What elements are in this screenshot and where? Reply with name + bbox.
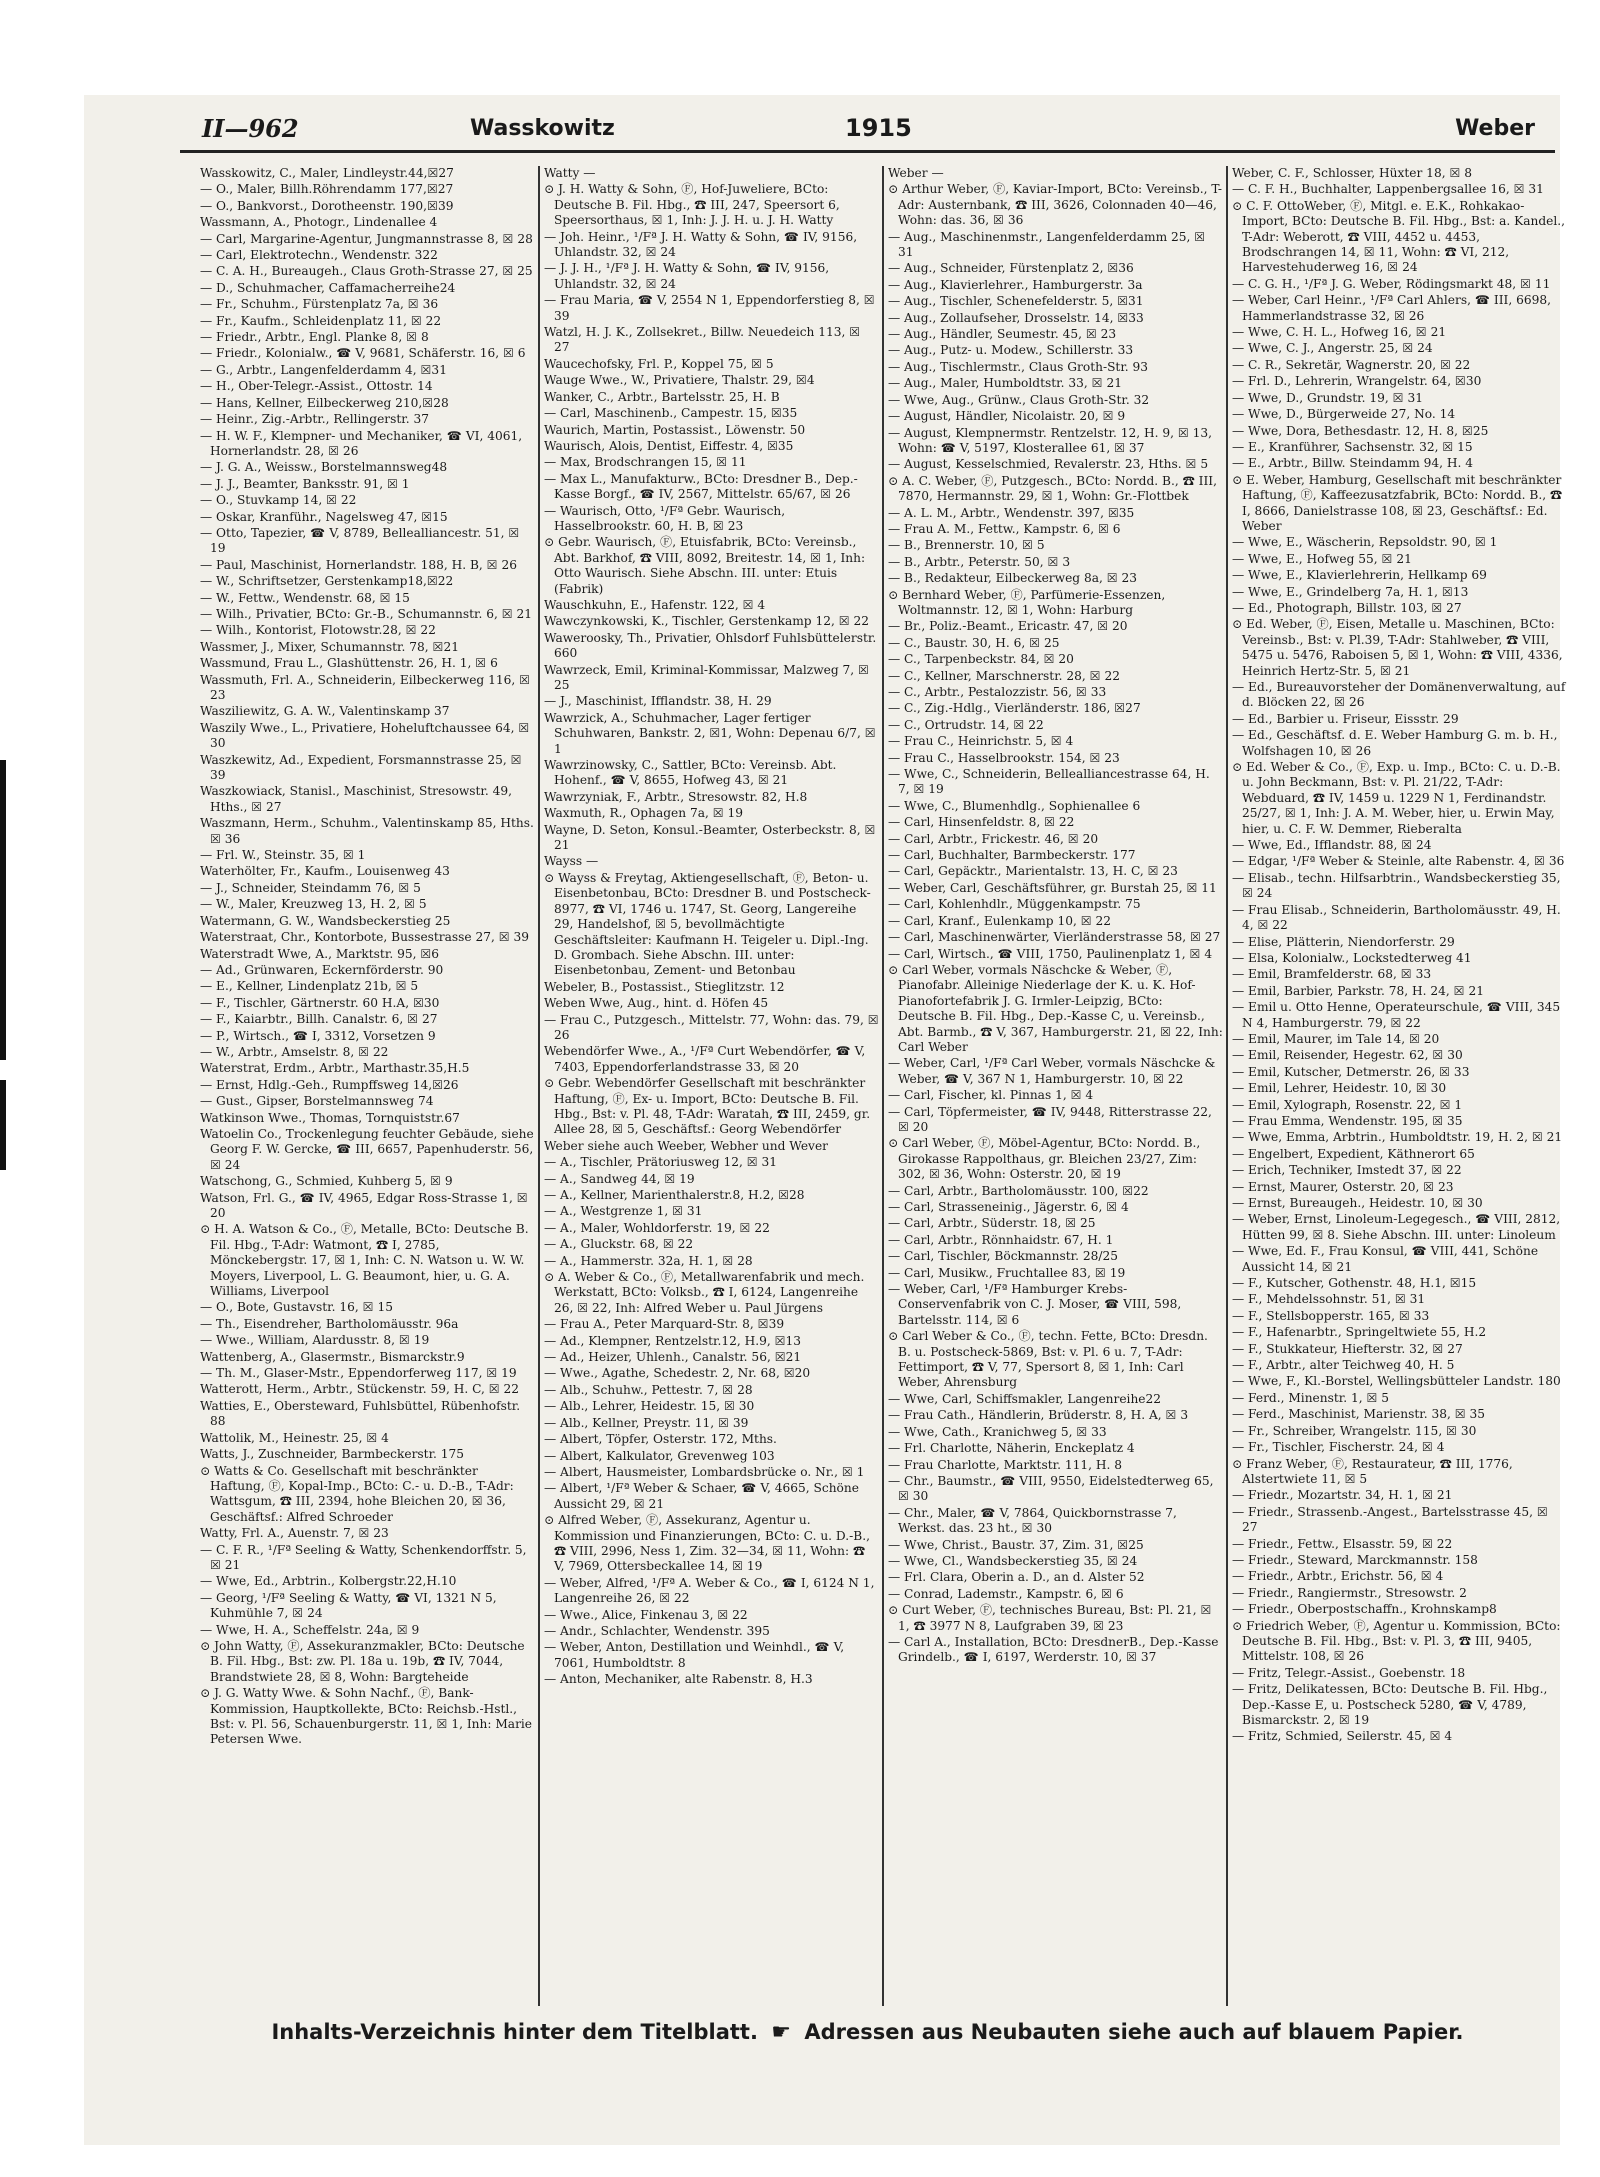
page-header: [180, 110, 1555, 153]
directory-entry: — C., Tarpenbeckstr. 84, ☒ 20: [888, 652, 1074, 667]
directory-entry: — F., Kaiarbtr., Billh. Canalstr. 6, ☒ 27: [200, 1012, 438, 1027]
directory-entry: — Hans, Kellner, Eilbeckerweg 210,☒28: [200, 395, 449, 410]
directory-entry: — O., Stuvkamp 14, ☒ 22: [200, 493, 357, 508]
directory-entry: Waweroosky, Th., Privatier, Ohlsdorf Fuhlsbüttelerstr. 660: [544, 630, 877, 661]
directory-entry: — Engelbert, Expedient, Käthnerort 65: [1232, 1146, 1475, 1161]
directory-entry: — Frau Cath., Händlerin, Brüderstr. 8, H. A, ☒ 3: [888, 1408, 1189, 1423]
page-footer: [180, 2020, 1555, 2045]
directory-entry: Waszkewitz, Ad., Expedient, Forsmannstrasse 25, ☒ 39: [200, 752, 522, 783]
directory-entry: — F., Hafenarbtr., Springeltwiete 55, H.2: [1232, 1325, 1487, 1340]
directory-entry: — J., Schneider, Steindamm 76, ☒ 5: [200, 880, 421, 895]
directory-entry: Wauge Wwe., W., Privatiere, Thalstr. 29, ☒4: [544, 373, 815, 388]
directory-entry: Weber, C. F., Schlosser, Hüxter 18, ☒ 8: [1232, 166, 1472, 180]
directory-entry: Wawrzinowsky, C., Sattler, BCto: Vereinsb. Abt. Hohenf., ☎ V, 8655, Hofweg 43, ☒ 21: [544, 758, 837, 788]
directory-entry: — Ernst, Bureaugeh., Heidestr. 10, ☒ 30: [1232, 1196, 1483, 1210]
directory-entry: Watermann, G. W., Wandsbeckerstieg 25: [200, 913, 451, 928]
directory-entry: — A., Hammerstr. 32a, H. 1, ☒ 28: [544, 1253, 753, 1268]
directory-entry: — C. F. H., Buchhalter, Lappenbergsallee 16, ☒ 31: [1232, 182, 1544, 197]
directory-entry: — Joh. Heinr., ¹/Fª J. H. Watty & Sohn, ☎ IV, 9156, Uhlandstr. 32, ☒ 24: [544, 229, 858, 260]
directory-entry: — Elisab., techn. Hilfsarbtrin., Wandsbeckerstieg 35, ☒ 24: [1232, 870, 1561, 901]
directory-entry: — J. J. H., ¹/Fª J. H. Watty & Sohn, ☎ IV, 9156, Uhlandstr. 32, ☒ 24: [544, 261, 830, 291]
directory-entry: — Albert, ¹/Fª Weber & Schaer, ☎ V, 4665, Schöne Aussicht 29, ☒ 21: [544, 1481, 859, 1511]
directory-entry: — Ed., Bureauvorsteher der Domänenverwaltung, auf d. Blöcken 22, ☒ 26: [1232, 680, 1566, 710]
directory-entry: — F., Stukkateur, Hiefterstr. 32, ☒ 27: [1232, 1341, 1463, 1356]
directory-entry: — Wwe, E., Grindelberg 7a, H. 1, ☒13: [1232, 584, 1469, 599]
directory-entry: — Weber, Carl, Geschäftsführer, gr. Burstah 25, ☒ 11: [888, 880, 1217, 895]
binding-edge-mark: [0, 760, 6, 1060]
column-1: [200, 166, 535, 2006]
directory-entry: — Wwe, C. J., Angerstr. 25, ☒ 24: [1232, 341, 1433, 356]
directory-entry: — Frau Charlotte, Marktstr. 111, H. 8: [888, 1457, 1122, 1472]
directory-entry: Waterhölter, Fr., Kaufm., Louisenweg 43: [200, 864, 450, 879]
directory-entry: — Albert, Töpfer, Osterstr. 172, Mths.: [544, 1432, 777, 1447]
directory-entry: — H., Ober-Telegr.-Assist., Ottostr. 14: [200, 379, 433, 394]
directory-entry: Webeler, B., Postassist., Stieglitzstr. 12: [544, 979, 785, 994]
directory-entry: Waurisch, Alois, Dentist, Eiffestr. 4, ☒35: [544, 438, 794, 453]
directory-entry: ⊙ Watts & Co. Gesellschaft mit beschränkter Haftung, Ⓕ, Kopal-Imp., BCto: C.- u. D.-B., T-Adr: Wattsgum, ☎ III, 2394, hohe Bleichen 20, ☒ 36, Geschäftsf.: Alfred Schroeder: [200, 1463, 514, 1524]
directory-entry: — Wwe, Emma, Arbtrin., Humboldtstr. 19, H. 2, ☒ 21: [1232, 1130, 1563, 1145]
directory-entry: — Emil, Reisender, Hegestr. 62, ☒ 30: [1232, 1048, 1463, 1063]
directory-entry: — Wwe, C., Blumenhdlg., Sophienallee 6: [888, 798, 1141, 813]
directory-entry: — Max L., Manufakturw., BCto: Dresdner B., Dep.-Kasse Borgf., ☎ IV, 2567, Mittelstr. 65/67, ☒ 26: [544, 471, 858, 502]
directory-entry: — Emil, Barbier, Parkstr. 78, H. 24, ☒ 21: [1232, 983, 1484, 998]
directory-page: [180, 110, 1566, 2070]
directory-entry: — Carl, Maschinenwärter, Vierländerstrasse 58, ☒ 27: [888, 930, 1221, 945]
directory-entry: — Br., Poliz.-Beamt., Ericastr. 47, ☒ 20: [888, 619, 1128, 634]
directory-entry: — C. G. H., ¹/Fª J. G. Weber, Rödingsmarkt 48, ☒ 11: [1232, 276, 1551, 291]
directory-entry: — Emil, Lehrer, Heidestr. 10, ☒ 30: [1232, 1081, 1447, 1096]
directory-entry: — J. G. A., Weissw., Borstelmannsweg48: [200, 460, 448, 475]
directory-entry: — Weber, Alfred, ¹/Fª A. Weber & Co., ☎ I, 6124 N 1, Langenreihe 26, ☒ 22: [544, 1575, 875, 1606]
directory-entry: — Frau Maria, ☎ V, 2554 N 1, Eppendorferstieg 8, ☒ 39: [544, 293, 875, 323]
directory-entry: — Carl, Wirtsch., ☎ VIII, 1750, Paulinenplatz 1, ☒ 4: [888, 946, 1213, 961]
directory-entry: Wawczynkowski, K., Tischler, Gerstenkamp 12, ☒ 22: [544, 614, 870, 629]
directory-entry: Watoelin Co., Trockenlegung feuchter Gebäude, siehe Georg F. W. Gercke, ☎ III, 6657, Papenhuderstr. 56, ☒ 24: [200, 1126, 534, 1172]
directory-entry: — Wwe, Aug., Grünw., Claus Groth-Str. 32: [888, 392, 1150, 407]
directory-entry: — Carl, Arbtr., Rönnhaidstr. 67, H. 1: [888, 1232, 1114, 1247]
directory-entry: — Fritz, Telegr.-Assist., Goebenstr. 18: [1232, 1665, 1466, 1680]
directory-entry: — Weber, Carl, ¹/Fª Carl Weber, vormals Näschcke & Weber, ☎ V, 367 N 1, Hamburgerstr. 10, ☒ 22: [888, 1056, 1216, 1086]
directory-entry: ⊙ Bernhard Weber, Ⓕ, Parfümerie-Essenzen, Woltmannstr. 12, ☒ 1, Wohn: Harburg: [888, 587, 1166, 617]
directory-entry: — Ed., Photograph, Billstr. 103, ☒ 27: [1232, 600, 1462, 615]
directory-entry: — Weber, Anton, Destillation und Weinhdl., ☎ V, 7061, Humboldtstr. 8: [544, 1640, 845, 1670]
directory-entry: — Conrad, Lademstr., Kampstr. 6, ☒ 6: [888, 1586, 1124, 1601]
directory-entry: — Aug., Putz- u. Modew., Schillerstr. 33: [888, 343, 1134, 358]
directory-entry: ⊙ Carl Weber, vormals Näschcke & Weber, Ⓕ, Pianofabr. Alleinige Niederlage der K. u. K. Hof-Pianofortefabrik J. G. Irmler-Leipzig, BCto: Deutsche B. Fil. Hbg., Dep.-Kasse C, u. Vereinsb., Abt. Barmb., ☎ V, 367, Hamburgerstr. 21, ☒ 22, Inh: Carl Weber: [888, 962, 1223, 1054]
directory-entry: — Wilh., Privatier, BCto: Gr.-B., Schumannstr. 6, ☒ 21: [200, 606, 533, 621]
directory-entry: — E., Kellner, Lindenplatz 21b, ☒ 5: [200, 979, 419, 994]
directory-entry: — C. F. R., ¹/Fª Seeling & Watty, Schenkendorffstr. 5, ☒ 21: [200, 1542, 527, 1572]
directory-entry: — Wwe, C. H. L., Hofweg 16, ☒ 21: [1232, 325, 1447, 340]
header-right-word: Weber: [1455, 116, 1535, 141]
directory-entry: — C., Baustr. 30, H. 6, ☒ 25: [888, 635, 1060, 650]
directory-entry: Wauschkuhn, E., Hafenstr. 122, ☒ 4: [544, 597, 766, 612]
directory-entry: — Waurisch, Otto, ¹/Fª Gebr. Waurisch, Hasselbrookstr. 60, H. B, ☒ 23: [544, 503, 786, 533]
directory-entry: Wattolik, M., Heinestr. 25, ☒ 4: [200, 1430, 389, 1445]
directory-entry: — Aug., Tischlermstr., Claus Groth-Str. 93: [888, 359, 1149, 374]
directory-entry: Waszily Wwe., L., Privatiere, Hoheluftchaussee 64, ☒ 30: [200, 720, 530, 751]
directory-entry: ⊙ A. Weber & Co., Ⓕ, Metallwarenfabrik und mech. Werkstatt, BCto: Volksb., ☎ I, 6124, Langenreihe 26, ☒ 22, Inh: Alfred Weber u. Paul Jürgens: [544, 1270, 865, 1315]
directory-entry: Wassmann, A., Photogr., Lindenallee 4: [200, 215, 438, 230]
directory-entry: ⊙ Alfred Weber, Ⓕ, Assekuranz, Agentur u. Kommission und Finanzierungen, BCto: C. u. D.-B., ☎ VIII, 2996, Ness 1, Zim. 32—34, ☒ 11, Wohn: ☎ V, 7969, Ottersbeckallee 14, ☒ 19: [544, 1513, 870, 1574]
directory-entry: — Wwe, E., Klavierlehrerin, Hellkamp 69: [1232, 568, 1487, 583]
directory-entry: — Chr., Maler, ☎ V, 7864, Quickbornstrasse 7, Werkst. das. 23 ht., ☒ 30: [888, 1505, 1177, 1536]
directory-entry: Waxmuth, R., Ophagen 7a, ☒ 19: [544, 806, 744, 821]
directory-entry: — Ferd., Minenstr. 1, ☒ 5: [1232, 1390, 1390, 1405]
directory-entry: — Wwe, Dora, Bethesdastr. 12, H. 8, ☒25: [1232, 423, 1489, 438]
directory-entry: Wasziliewitz, G. A. W., Valentinskamp 37: [200, 704, 450, 719]
directory-entry: — Frau C., Hasselbrookstr. 154, ☒ 23: [888, 750, 1120, 765]
directory-entry: — Wwe, E., Wäscherin, Repsoldstr. 90, ☒ 1: [1232, 535, 1498, 550]
directory-entry: — C., Ortrudstr. 14, ☒ 22: [888, 717, 1044, 732]
directory-entry: — W., Fettw., Wendenstr. 68, ☒ 15: [200, 590, 410, 605]
directory-entry: — Wwe, Ed., Ifflandstr. 88, ☒ 24: [1232, 838, 1432, 853]
directory-entry: Wattenberg, A., Glasermstr., Bismarckstr.9: [200, 1349, 465, 1364]
directory-entry: — Frl. Charlotte, Näherin, Enckeplatz 4: [888, 1441, 1135, 1456]
directory-entry: — Emil, Bramfelderstr. 68, ☒ 33: [1232, 967, 1432, 982]
directory-entry: Watkinson Wwe., Thomas, Tornquiststr.67: [200, 1110, 460, 1125]
directory-entry: — Frau C., Heinrichstr. 5, ☒ 4: [888, 734, 1074, 749]
directory-entry: — Weber, Ernst, Linoleum-Legegesch., ☎ VIII, 2812, Hütten 99, ☒ 8. Siehe Abschn. III. unter: Linoleum: [1232, 1212, 1561, 1242]
directory-entry: — Ed., Geschäftsf. d. E. Weber Hamburg G. m. b. H., Wolfshagen 10, ☒ 26: [1232, 728, 1558, 758]
directory-entry: ⊙ Gebr. Webendörfer Gesellschaft mit beschränkter Haftung, Ⓕ, Ex- u. Import, BCto: Deutsche B. Fil. Hbg., Bst: v. Pl. 48, T-Adr: Waratah, ☎ III, 2459, gr. Allee 28, ☒ 5, Geschäftsf.: Georg Webendörfer: [544, 1076, 871, 1137]
directory-entry: — Carl, Fischer, kl. Pinnas 1, ☒ 4: [888, 1088, 1094, 1103]
directory-entry: — F., Tischler, Gärtnerstr. 60 H.A, ☒30: [200, 995, 440, 1010]
directory-entry: — Aug., Maschinenmstr., Langenfelderdamm 25, ☒ 31: [888, 229, 1206, 260]
directory-entry: ⊙ J. H. Watty & Sohn, Ⓕ, Hof-Juweliere, BCto: Deutsche B. Fil. Hbg., ☎ III, 247, Speersort 6, Speersorthaus, ☒ 1, Inh: J. J. H. u. J. H. Watty: [544, 182, 840, 228]
directory-entry: — August, Kesselschmied, Revalerstr. 23, Hths. ☒ 5: [888, 457, 1209, 472]
directory-entry: ⊙ Ed. Weber & Co., Ⓕ, Exp. u. Imp., BCto: C. u. D.-B. u. John Beckmann, Bst: v. Pl. 21/22, T-Adr: Webduard, ☎ IV, 1459 u. 1229 N 1, Ferdinandstr. 25/27, ☒ 1, Inh: J. A. M. Weber, hier, u. Erwin May, hier, u. C. F. W. Demmer, Rieberalta: [1232, 760, 1561, 836]
directory-entry: — Frl. W., Steinstr. 35, ☒ 1: [200, 848, 366, 863]
directory-entry: — Otto, Tapezier, ☎ V, 8789, Bellealliancestr. 51, ☒ 19: [200, 525, 520, 556]
directory-entry: — E., Arbtr., Billw. Steindamm 94, H. 4: [1232, 456, 1474, 471]
directory-entry: — Friedr., Rangiermstr., Stresowstr. 2: [1232, 1585, 1467, 1600]
directory-entry: — B., Arbtr., Peterstr. 50, ☒ 3: [888, 554, 1071, 569]
directory-entry: — Albert, Hausmeister, Lombardsbrücke o. Nr., ☒ 1: [544, 1464, 865, 1479]
directory-entry: — Carl, Tischler, Böckmannstr. 28/25: [888, 1249, 1118, 1264]
header-left-word: Wasskowitz: [470, 116, 615, 141]
directory-entry: — Wwe., Agathe, Schedestr. 2, Nr. 68, ☒20: [544, 1366, 811, 1381]
directory-entry: ⊙ Curt Weber, Ⓕ, technisches Bureau, Bst: Pl. 21, ☒ 1, ☎ 3977 N 8, Laufgraben 39, ☒ 23: [888, 1603, 1212, 1633]
directory-entry: Waszmann, Herm., Schuhm., Valentinskamp 85, Hths. ☒ 36: [200, 816, 534, 846]
column-divider: [538, 166, 540, 2006]
directory-entry: — F., Stellsbopperstr. 165, ☒ 33: [1232, 1308, 1430, 1323]
directory-entry: — Frl. Clara, Oberin a. D., an d. Alster 52: [888, 1570, 1145, 1585]
directory-entry: — W., Maler, Kreuzweg 13, H. 2, ☒ 5: [200, 897, 427, 912]
directory-entry: — C., Zig.-Hdlg., Vierländerstr. 186, ☒27: [888, 701, 1141, 716]
directory-entry: — Carl, Elektrotechn., Wendenstr. 322: [200, 248, 438, 263]
binding-edge-mark: [0, 1080, 6, 1170]
directory-entry: — Emil u. Otto Henne, Operateurschule, ☎ VIII, 345 N 4, Hamburgerstr. 79, ☒ 22: [1232, 1000, 1561, 1030]
directory-entry: — Th., Eisendreher, Bartholomäusstr. 96a: [200, 1316, 459, 1331]
directory-entry: — Frau Elisab., Schneiderin, Bartholomäusstr. 49, H. 4, ☒ 22: [1232, 902, 1561, 933]
directory-entry: — Alb., Kellner, Preystr. 11, ☒ 39: [544, 1415, 749, 1430]
directory-entry: — F., Mehdelssohnstr. 51, ☒ 31: [1232, 1292, 1426, 1307]
directory-entry: — Frl. D., Lehrerin, Wrangelstr. 64, ☒30: [1232, 374, 1482, 389]
directory-entry: — Frau A. M., Fettw., Kampstr. 6, ☒ 6: [888, 521, 1121, 536]
directory-entry: — Ad., Heizer, Uhlenh., Canalstr. 56, ☒21: [544, 1350, 802, 1365]
directory-entry: ⊙ Arthur Weber, Ⓕ, Kaviar-Import, BCto: Vereinsb., T-Adr: Austernbank, ☎ III, 3626, Colonnaden 40—46, Wohn: das. 36, ☒ 36: [888, 182, 1223, 228]
directory-entry: Webendörfer Wwe., A., ¹/Fª Curt Webendörfer, ☎ V, 7403, Eppendorferlandstrasse 33, ☒ 20: [544, 1044, 866, 1074]
page-number: II—962: [202, 114, 299, 143]
directory-entry: Wassmer, J., Mixer, Schumannstr. 78, ☒21: [200, 639, 459, 654]
directory-entry: — Ad., Grünwaren, Eckernförderstr. 90: [200, 962, 444, 977]
directory-entry: — Friedr., Oberpostschaffn., Krohnskamp8: [1232, 1602, 1497, 1617]
directory-entry: — Anton, Mechaniker, alte Rabenstr. 8, H.3: [544, 1672, 813, 1687]
directory-entry: — Carl, Strasseneinig., Jägerstr. 6, ☒ 4: [888, 1200, 1129, 1214]
directory-entry: — A., Maler, Wohldorferstr. 19, ☒ 22: [544, 1220, 770, 1235]
directory-entry: Wassmuth, Frl. A., Schneiderin, Eilbeckerweg 116, ☒ 23: [200, 672, 531, 702]
directory-entry: — Wwe, Cath., Kranichweg 5, ☒ 33: [888, 1424, 1107, 1439]
directory-entry: ⊙ J. G. Watty Wwe. & Sohn Nachf., Ⓕ, Bank-Kommission, Hauptkollekte, BCto: Reichsb.-Hstl., Bst: v. Pl. 56, Schauenburgerstr. 11, ☒ 1, Inh: Marie Petersen Wwe.: [200, 1686, 533, 1747]
directory-entry: Weber siehe auch Weeber, Webher und Wever: [544, 1138, 828, 1153]
directory-entry: — Carl, Margarine-Agentur, Jungmannstrasse 8, ☒ 28: [200, 231, 533, 246]
directory-entry: — Fritz, Schmied, Seilerstr. 45, ☒ 4: [1232, 1729, 1453, 1744]
directory-entry: Waterstradt Wwe, A., Marktstr. 95, ☒6: [200, 946, 440, 961]
directory-entry: — Carl, Musikw., Fruchtallee 83, ☒ 19: [888, 1265, 1126, 1280]
directory-entry: — A., Westgrenze 1, ☒ 31: [544, 1204, 703, 1219]
directory-entry: Waterstrat, Erdm., Arbtr., Marthastr.35,H.5: [200, 1061, 470, 1076]
directory-entry: — Alb., Schuhw., Pettestr. 7, ☒ 28: [544, 1382, 753, 1397]
directory-entry: — Ferd., Maschinist, Marienstr. 38, ☒ 35: [1232, 1407, 1486, 1422]
directory-entry: — G., Arbtr., Langenfelderdamm 4, ☒31: [200, 362, 447, 377]
directory-entry: ⊙ E. Weber, Hamburg, Gesellschaft mit beschränkter Haftung, Ⓕ, Kaffeezusatzfabrik, BCto: Nordd. B., ☎ I, 8666, Danielstrasse 108, ☒ 23, Geschäftsf.: Ed. Weber: [1232, 472, 1563, 533]
directory-entry: Wawrzyniak, F., Arbtr., Stresowstr. 82, H.8: [544, 789, 808, 804]
directory-entry: — Wwe, Cl., Wandsbeckerstieg 35, ☒ 24: [888, 1553, 1138, 1568]
directory-entry: Waurich, Martin, Postassist., Löwenstr. 50: [544, 422, 806, 437]
header-year: 1915: [845, 114, 912, 142]
directory-entry: ⊙ Carl Weber & Co., Ⓕ, techn. Fette, BCto: Dresdn. B. u. Postscheck-5869, Bst: v. Pl. 6 u. 7, T-Adr: Fettimport, ☎ V, 77, Spersort 8, ☒ 1, Inh: Carl Weber, Ahrensburg: [888, 1329, 1208, 1390]
directory-entry: — Wwe, D., Bürgerweide 27, No. 14: [1232, 407, 1456, 422]
directory-entry: — C., Arbtr., Pestalozzistr. 56, ☒ 33: [888, 685, 1107, 699]
column-divider: [882, 166, 884, 2006]
directory-entry: — Edgar, ¹/Fª Weber & Steinle, alte Rabenstr. 4, ☒ 36: [1232, 854, 1565, 869]
directory-entry: Wanker, C., Arbtr., Bartelsstr. 25, H. B: [544, 389, 780, 404]
directory-entry: — Wwe, H. A., Scheffelstr. 24a, ☒ 9: [200, 1622, 420, 1637]
directory-entry: — Aug., Händler, Seumestr. 45, ☒ 23: [888, 327, 1117, 342]
directory-entry: — Aug., Zollaufseher, Drosselstr. 14, ☒33: [888, 310, 1144, 325]
directory-entry: — Carl, Arbtr., Bartholomäusstr. 100, ☒22: [888, 1183, 1149, 1198]
directory-entry: — Fr., Tischler, Fischerstr. 24, ☒ 4: [1232, 1440, 1445, 1455]
directory-entry: Waszkowiack, Stanisl., Maschinist, Stresowstr. 49, Hths., ☒ 27: [200, 784, 513, 814]
directory-entry: ⊙ Carl Weber, Ⓕ, Möbel-Agentur, BCto: Nordd. B., Girokasse Rappolthaus, gr. Bleichen 23/27, Zim: 302, ☒ 36, Wohn: Osterstr. 20, ☒ 19: [888, 1136, 1201, 1182]
directory-entry: — A., Sandweg 44, ☒ 19: [544, 1171, 695, 1186]
directory-entry: — Wwe, Christ., Baustr. 37, Zim. 31, ☒25: [888, 1537, 1144, 1552]
directory-entry: — A., Kellner, Marienthalerstr.8, H.2, ☒28: [544, 1188, 805, 1202]
directory-entry: — Frau C., Putzgesch., Mittelstr. 77, Wohn: das. 79, ☒ 26: [544, 1012, 879, 1042]
directory-entry: ⊙ C. F. OttoWeber, Ⓕ, Mitgl. e. E.K., Rohkakao-Import, BCto: Deutsche B. Fil. Hbg., Bst: a. Kandel., T-Adr: Weberott, ☎ VIII, 4452 u. 4453, Brodschrangen 14, ☒ 11, Wohn: ☎ VI, 212, Harvestehuderweg 16, ☒ 24: [1232, 198, 1565, 275]
directory-entry: — Andr., Schlachter, Wendenstr. 395: [544, 1623, 770, 1638]
directory-entry: — W., Schriftsetzer, Gerstenkamp18,☒22: [200, 574, 454, 589]
directory-entry: Weber —: [888, 166, 944, 180]
directory-entry: — Carl, Arbtr., Frickestr. 46, ☒ 20: [888, 831, 1099, 846]
directory-entry: — Fr., Schuhm., Fürstenplatz 7a, ☒ 36: [200, 297, 439, 312]
directory-entry: — B., Redakteur, Eilbeckerweg 8a, ☒ 23: [888, 571, 1138, 586]
directory-entry: — A., Gluckstr. 68, ☒ 22: [544, 1237, 694, 1252]
directory-entry: — W., Arbtr., Amselstr. 8, ☒ 22: [200, 1044, 389, 1059]
column-divider: [1226, 166, 1228, 2006]
directory-entry: — Albert, Kalkulator, Grevenweg 103: [544, 1448, 775, 1463]
directory-entry: ⊙ H. A. Watson & Co., Ⓕ, Metalle, BCto: Deutsche B. Fil. Hbg., T-Adr: Watmont, ☎ I, 2785, Mönckebergstr. 17, ☒ 1, Inh: C. N. Watson u. W. W. Moyers, Liverpool, L. G. Beaumont, hier, u. G. A. Williams, Liverpool: [200, 1222, 529, 1299]
directory-entry: — D., Schuhmacher, Caffamacherreihe24: [200, 280, 456, 295]
pointing-hand-icon: ☛: [771, 2020, 791, 2045]
directory-entry: — Carl, Töpfermeister, ☎ IV, 9448, Ritterstrasse 22, ☒ 20: [888, 1104, 1212, 1134]
directory-entry: Watts, J., Zuschneider, Barmbeckerstr. 175: [200, 1447, 465, 1462]
directory-entry: — Paul, Maschinist, Hornerlandstr. 188, H. B, ☒ 26: [200, 557, 517, 572]
directory-entry: — Aug., Tischler, Schenefelderstr. 5, ☒31: [888, 294, 1144, 309]
directory-entry: — J. J., Beamter, Banksstr. 91, ☒ 1: [200, 476, 410, 491]
directory-entry: — Carl, Maschinenb., Campestr. 15, ☒35: [544, 406, 798, 421]
footer-index-note: Inhalts-Verzeichnis hinter dem Titelblatt.: [271, 2020, 758, 2044]
directory-entry: — P., Wirtsch., ☎ I, 3312, Vorsetzen 9: [200, 1028, 436, 1043]
directory-entry: — Carl, Buchhalter, Barmbeckerstr. 177: [888, 848, 1136, 863]
directory-entry: Wayne, D. Seton, Konsul.-Beamter, Osterbeckstr. 8, ☒ 21: [544, 822, 876, 853]
directory-entry: — Max, Brodschrangen 15, ☒ 11: [544, 455, 747, 470]
directory-entry: — Friedr., Arbtr., Erichstr. 56, ☒ 4: [1232, 1569, 1444, 1584]
directory-entry: Watty —: [544, 166, 596, 180]
column-2: [544, 166, 879, 2006]
directory-entry: — F., Kutscher, Gothenstr. 48, H.1, ☒15: [1232, 1276, 1477, 1291]
directory-entry: — Wwe., Alice, Finkenau 3, ☒ 22: [544, 1607, 748, 1622]
directory-entry: ⊙ Gebr. Waurisch, Ⓕ, Etuisfabrik, BCto: Vereinsb., Abt. Barkhof, ☎ VIII, 8092, Breitestr. 14, ☒ 1, Inh: Otto Waurisch. Siehe Abschn. III. unter: Etuis (Fabrik): [544, 535, 866, 596]
directory-entry: — Wwe., William, Alardusstr. 8, ☒ 19: [200, 1333, 430, 1348]
directory-entry: — Friedr., Kolonialw., ☎ V, 9681, Schäferstr. 16, ☒ 6: [200, 346, 526, 361]
directory-entry: — Aug., Klavierlehrer., Hamburgerstr. 3a: [888, 277, 1143, 292]
directory-entry: ⊙ Friedrich Weber, Ⓕ, Agentur u. Kommission, BCto: Deutsche B. Fil. Hbg., Bst: v. Pl. 3, ☎ III, 9405, Mittelstr. 108, ☒ 26: [1232, 1618, 1561, 1664]
directory-entry: ⊙ Franz Weber, Ⓕ, Restaurateur, ☎ III, 1776, Alstertwiete 11, ☒ 5: [1232, 1456, 1513, 1486]
directory-entry: Waterstraat, Chr., Kontorbote, Bussestrasse 27, ☒ 39: [200, 930, 530, 945]
directory-entry: — Ed., Barbier u. Friseur, Eissstr. 29: [1232, 711, 1459, 726]
directory-entry: — C., Kellner, Marschnerstr. 28, ☒ 22: [888, 668, 1120, 683]
directory-entry: — Oskar, Kranführ., Nagelsweg 47, ☒15: [200, 509, 448, 524]
directory-entry: — Emil, Kutscher, Detmerstr. 26, ☒ 33: [1232, 1064, 1470, 1079]
directory-entry: — O., Bankvorst., Dorotheenstr. 190,☒39: [200, 198, 454, 213]
directory-entry: — Wwe, C., Schneiderin, Bellealliancestrasse 64, H. 7, ☒ 19: [888, 767, 1210, 797]
directory-entry: — E., Kranführer, Sachsenstr. 32, ☒ 15: [1232, 439, 1473, 454]
directory-entry: — Gust., Gipser, Borstelmannsweg 74: [200, 1094, 434, 1109]
directory-entry: — A. L. M., Arbtr., Wendenstr. 397, ☒35: [888, 505, 1135, 520]
directory-entry: — Elsa, Kolonialw., Lockstedterweg 41: [1232, 950, 1472, 965]
directory-entry: — Frau A., Peter Marquard-Str. 8, ☒39: [544, 1317, 785, 1332]
directory-entry: ⊙ Ed. Weber, Ⓕ, Eisen, Metalle u. Maschinen, BCto: Vereinsb., Bst: v. Pl.39, T-Adr: Stahlweber, ☎ VIII, 5475 u. 5476, Raboisen 5, ☒ 1, Wohn: ☎ VIII, 4336, Heinrich Hertz-Str. 5, ☒ 21: [1232, 617, 1563, 678]
directory-entry: Wasskowitz, C., Maler, Lindleystr.44,☒27: [200, 166, 454, 180]
directory-entry: — Th. M., Glaser-Mstr., Eppendorferweg 117, ☒ 19: [200, 1366, 517, 1381]
directory-entry: ⊙ A. C. Weber, Ⓕ, Putzgesch., BCto: Nordd. B., ☎ III, 7870, Hermannstr. 29, ☒ 1, Wohn: Gr.-Flottbek: [888, 473, 1217, 504]
directory-entry: — Friedr., Arbtr., Engl. Planke 8, ☒ 8: [200, 330, 429, 345]
directory-entry: — Wwe, Ed. F., Frau Konsul, ☎ VIII, 441, Schöne Aussicht 14, ☒ 21: [1232, 1244, 1539, 1274]
directory-entry: — Friedr., Fettw., Elsasstr. 59, ☒ 22: [1232, 1536, 1453, 1551]
directory-entry: — Friedr., Mozartstr. 34, H. 1, ☒ 21: [1232, 1488, 1453, 1503]
directory-entry: ⊙ John Watty, Ⓕ, Assekuranzmakler, BCto: Deutsche B. Fil. Hbg., Bst: zw. Pl. 18a u. 19b, ☎ IV, 7044, Brandstwiete 28, ☒ 8, Wohn: Bargteheide: [200, 1638, 525, 1684]
directory-entry: Watterott, Herm., Arbtr., Stückenstr. 59, H. C, ☒ 22: [200, 1382, 520, 1397]
directory-entry: — C. A. H., Bureaugeh., Claus Groth-Strasse 27, ☒ 25: [200, 264, 533, 279]
directory-entry: — Emil, Xylograph, Rosenstr. 22, ☒ 1: [1232, 1097, 1463, 1112]
directory-entry: — Weber, Carl Heinr., ¹/Fª Carl Ahlers, ☎ III, 6698, Hammerlandstrasse 32, ☒ 26: [1232, 293, 1551, 323]
directory-entry: — Georg, ¹/Fª Seeling & Watty, ☎ VI, 1321 N 5, Kuhmühle 7, ☒ 24: [200, 1590, 497, 1621]
directory-entry: — Wilh., Kontorist, Flotowstr.28, ☒ 22: [200, 623, 436, 638]
directory-entry: Weben Wwe, Aug., hint. d. Höfen 45: [544, 996, 769, 1011]
directory-entry: — A., Tischler, Prätoriusweg 12, ☒ 31: [544, 1155, 778, 1170]
footer-address-note: Adressen aus Neubauten siehe auch auf blauem Papier.: [804, 2020, 1464, 2044]
directory-entry: — Wwe, E., Hofweg 55, ☒ 21: [1232, 551, 1412, 566]
directory-entry: — August, Klempnermstr. Rentzelstr. 12, H. 9, ☒ 13, Wohn: ☎ V, 5197, Klosterallee 61, ☒ 37: [888, 425, 1213, 455]
directory-entry: — Elise, Plätterin, Niendorferstr. 29: [1232, 934, 1455, 949]
directory-entry: — O., Maler, Billh.Röhrendamm 177,☒27: [200, 182, 454, 197]
directory-entry: Watties, E., Obersteward, Fuhlsbüttel, Rübenhofstr. 88: [200, 1398, 521, 1429]
directory-entry: — O., Bote, Gustavstr. 16, ☒ 15: [200, 1300, 393, 1315]
directory-entry: — H. W. F., Klempner- und Mechaniker, ☎ VI, 4061, Hornerlandstr. 28, ☒ 26: [200, 428, 523, 458]
directory-entry: — Aug., Schneider, Fürstenplatz 2, ☒36: [888, 261, 1134, 276]
directory-entry: — Ernst, Maurer, Osterstr. 20, ☒ 23: [1232, 1179, 1454, 1194]
directory-entry: Wawrzeck, Emil, Kriminal-Kommissar, Malzweg 7, ☒ 25: [544, 662, 869, 692]
directory-entry: — Fritz, Delikatessen, BCto: Deutsche B. Fil. Hbg., Dep.-Kasse E, u. Postscheck 5280, ☎ V, 4789, Bismarckstr. 2, ☒ 19: [1232, 1682, 1548, 1727]
directory-entry: — August, Händler, Nicolaistr. 20, ☒ 9: [888, 409, 1126, 424]
directory-entry: Wawrzick, A., Schuhmacher, Lager fertiger Schuhwaren, Bankstr. 2, ☒1, Wohn: Depenau 6/7, ☒ 1: [544, 710, 876, 756]
directory-entry: — Frau Emma, Wendenstr. 195, ☒ 35: [1232, 1113, 1463, 1128]
directory-entry: — C. R., Sekretär, Wagnerstr. 20, ☒ 22: [1232, 357, 1471, 372]
directory-entry: — Ad., Klempner, Rentzelstr.12, H.9, ☒13: [544, 1333, 802, 1348]
directory-entry: — Fr., Schreiber, Wrangelstr. 115, ☒ 30: [1232, 1423, 1477, 1438]
directory-entry: — Fr., Kaufm., Schleidenplatz 11, ☒ 22: [200, 313, 442, 328]
directory-entry: Watty, Frl. A., Auenstr. 7, ☒ 23: [200, 1526, 389, 1541]
directory-entry: — Carl, Arbtr., Süderstr. 18, ☒ 25: [888, 1216, 1096, 1231]
directory-entry: Watzl, H. J. K., Zollsekret., Billw. Neuedeich 113, ☒ 27: [544, 325, 861, 355]
directory-entry: — Wwe, Ed., Arbtrin., Kolbergstr.22,H.10: [200, 1574, 457, 1589]
directory-entry: — Weber, Carl, ¹/Fª Hamburger Krebs-Conservenfabrik von C. J. Moser, ☎ VIII, 598, Bartelsstr. 114, ☒ 6: [888, 1282, 1182, 1327]
directory-entry: — Erich, Techniker, Imstedt 37, ☒ 22: [1232, 1163, 1462, 1178]
directory-entry: — J., Maschinist, Ifflandstr. 38, H. 29: [544, 694, 772, 709]
directory-entry: — Heinr., Zig.-Arbtr., Rellingerstr. 37: [200, 412, 430, 427]
directory-entry: — Friedr., Strassenb.-Angest., Bartelsstrasse 45, ☒ 27: [1232, 1504, 1548, 1535]
directory-entry: Watschong, G., Schmied, Kuhberg 5, ☒ 9: [200, 1174, 453, 1189]
directory-entry: — Friedr., Steward, Marckmannstr. 158: [1232, 1552, 1478, 1567]
directory-entry: — Alb., Lehrer, Heidestr. 15, ☒ 30: [544, 1399, 755, 1414]
directory-entry: — F., Arbtr., alter Teichweg 40, H. 5: [1232, 1358, 1455, 1373]
directory-entry: — B., Brennerstr. 10, ☒ 5: [888, 538, 1045, 553]
column-4: [1232, 166, 1567, 2006]
directory-entry: Waucechofsky, Frl. P., Koppel 75, ☒ 5: [544, 356, 774, 371]
directory-entry: — Wwe, F., Kl.-Borstel, Wellingsbütteler Landstr. 180: [1232, 1374, 1561, 1389]
directory-entry: — Chr., Baumstr., ☎ VIII, 9550, Eidelstedterweg 65, ☒ 30: [888, 1473, 1214, 1504]
directory-entry: — Wwe, D., Grundstr. 19, ☒ 31: [1232, 390, 1423, 405]
directory-entry: — Wwe, Carl, Schiffsmakler, Langenreihe22: [888, 1391, 1162, 1406]
directory-entry: — Carl A., Installation, BCto: DresdnerB., Dep.-Kasse Grindelb., ☎ I, 6197, Werderstr. 10, ☒ 37: [888, 1634, 1219, 1665]
directory-entry: — Carl, Kohlenhdlr., Müggenkampstr. 75: [888, 897, 1141, 912]
directory-entry: — Carl, Hinsenfeldstr. 8, ☒ 22: [888, 815, 1075, 830]
directory-entry: — Emil, Maurer, im Tale 14, ☒ 20: [1232, 1031, 1440, 1046]
directory-entry: — Carl, Kranf., Eulenkamp 10, ☒ 22: [888, 913, 1112, 928]
directory-entry: — Ernst, Hdlg.-Geh., Rumpffsweg 14,☒26: [200, 1077, 459, 1092]
column-3: [888, 166, 1223, 2006]
directory-entry: ⊙ Wayss & Freytag, Aktiengesellschaft, Ⓕ, Beton- u. Eisenbetonbau, BCto: Dresdner B. und Postscheck- 8977, ☎ VI, 1746 u. 1747, St. Georg, Langereihe 29, Handelshof, ☒ 5, bevollmächtigte Geschäftsleiter: Kaufmann H. Teigeler u. Dipl.-Ing. D. Grombach. Siehe Abschn. III. unter: Eisenbetonbau, Zement- und Betonbau: [544, 870, 871, 978]
directory-entry: — Carl, Gepäcktr., Marientalstr. 13, H. C, ☒ 23: [888, 864, 1178, 879]
directory-entry: Wassmund, Frau L., Glashüttenstr. 26, H. 1, ☒ 6: [200, 656, 498, 671]
directory-entry: — Aug., Maler, Humboldtstr. 33, ☒ 21: [888, 376, 1122, 391]
directory-entry: Watson, Frl. G., ☎ IV, 4965, Edgar Ross-Strasse 1, ☒ 20: [200, 1190, 528, 1220]
directory-entry: Wayss —: [544, 854, 599, 869]
